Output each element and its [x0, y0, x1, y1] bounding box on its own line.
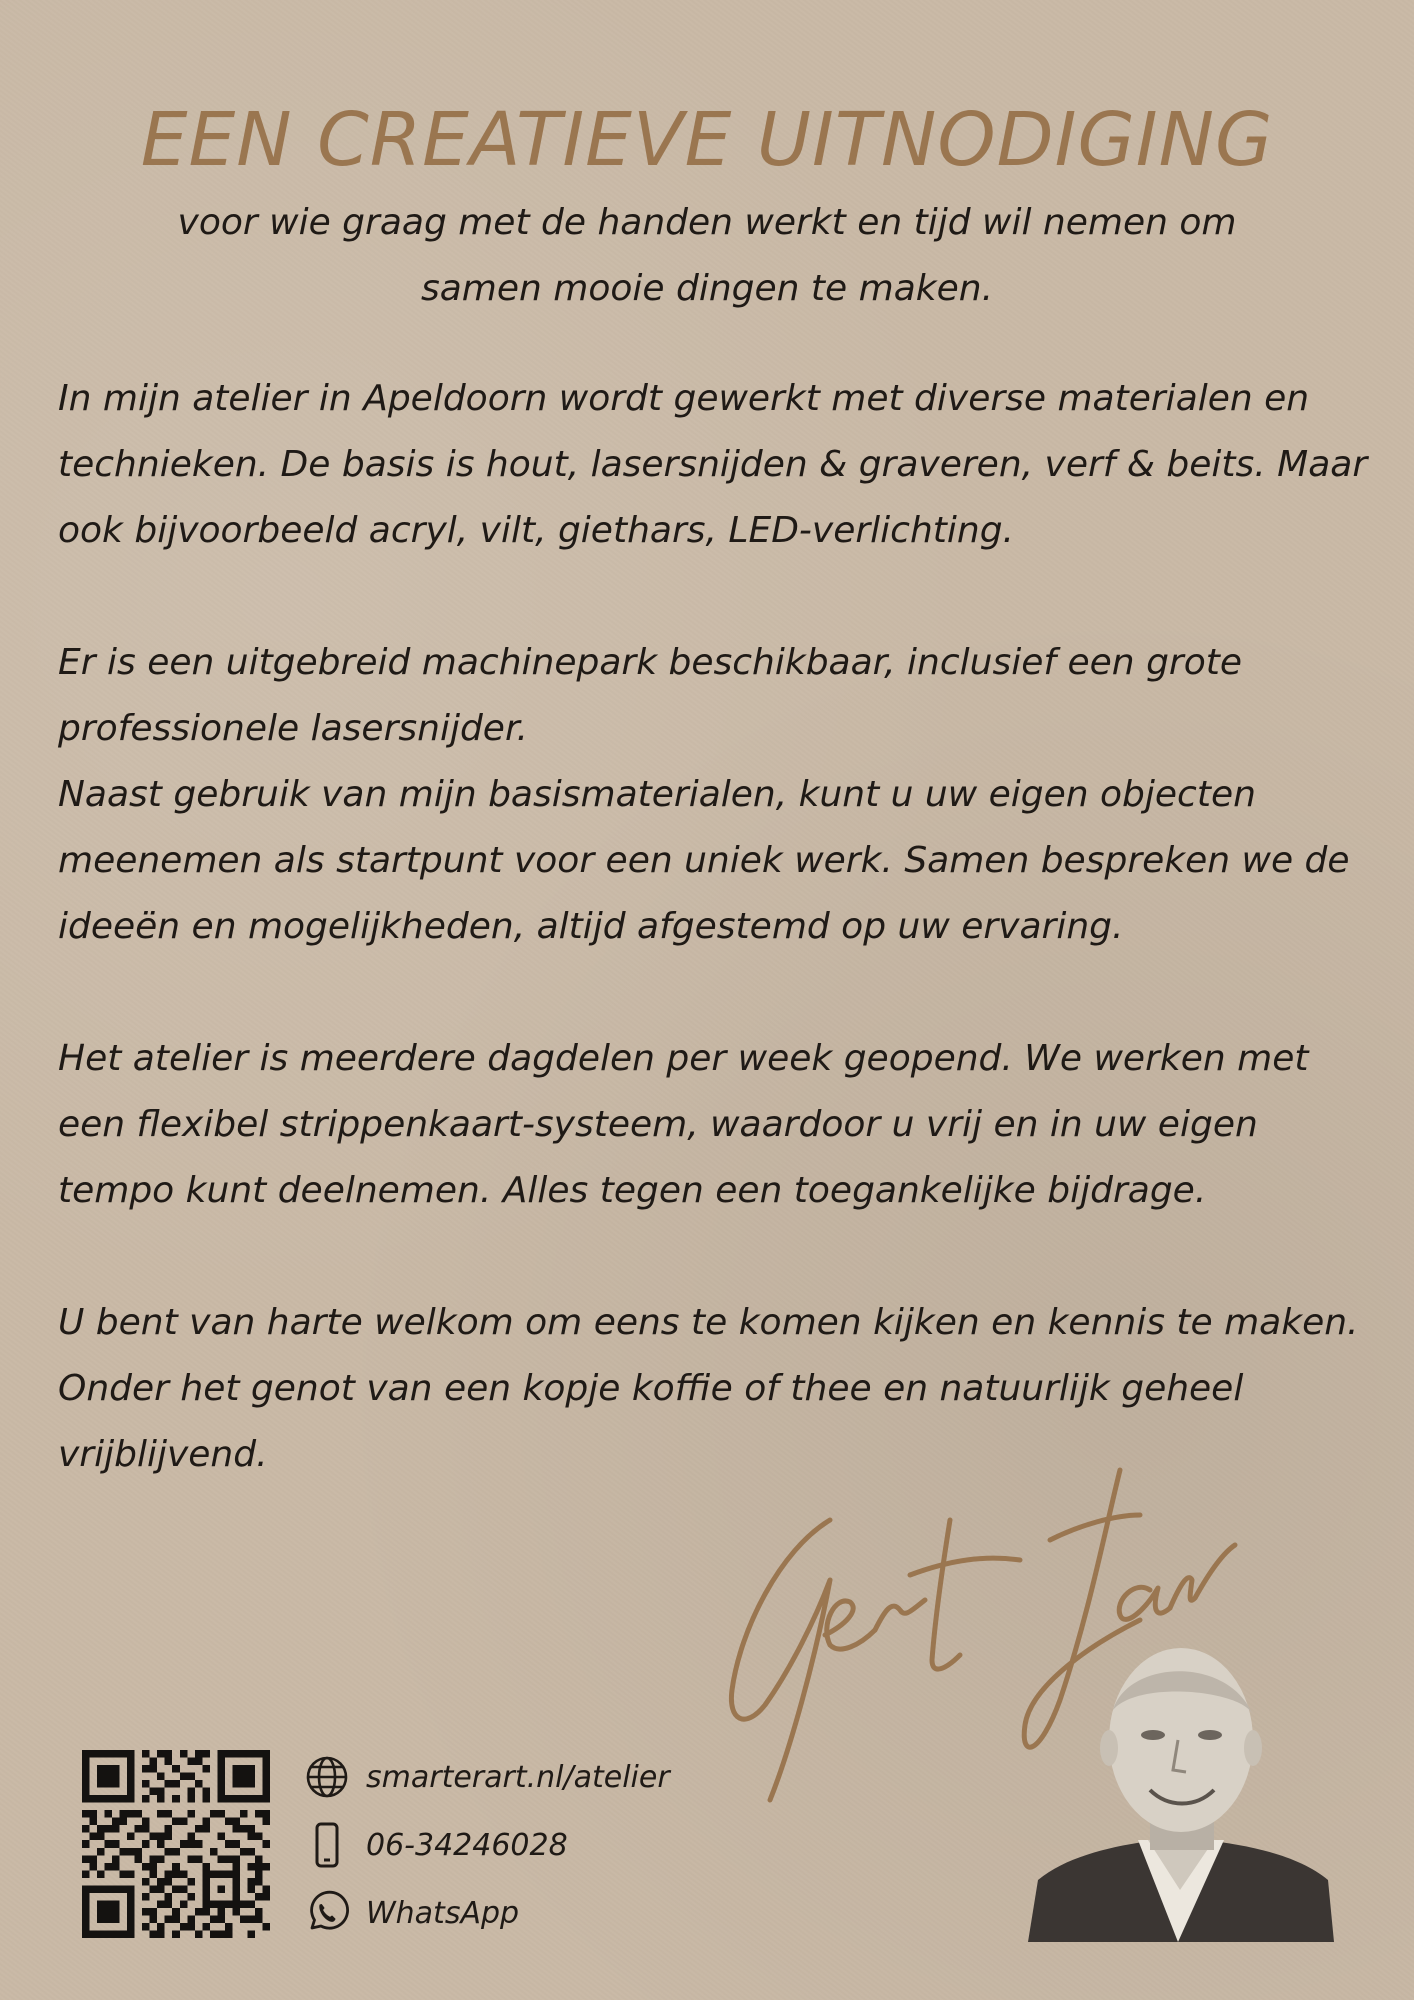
body-text: [58, 366, 1378, 1554]
contact-phone[interactable]: [304, 1822, 568, 1868]
paragraph-opening: Het atelier is meerdere dagdelen per week geopend. We werken met een flexibel strippenkaart-systeem, waardoor u vrij en in uw eigen tempo kunt deelnemen. Alles tegen een toegankelijke bijdrage.: [58, 1038, 1309, 1211]
contact-whatsapp[interactable]: [304, 1890, 519, 1936]
phone-link[interactable]: 06-34246028: [366, 1827, 568, 1863]
portrait-photo: [1028, 1640, 1334, 1942]
paragraph-own-objects: Naast gebruik van mijn basismaterialen, kunt u uw eigen objecten meenemen als startpunt voor een uniek werk. Samen bespreken we de ideeën en mogelijkheden, altijd afgestemd op uw ervaring.: [58, 774, 1350, 947]
whatsapp-link[interactable]: WhatsApp: [366, 1895, 520, 1931]
qr-code[interactable]: [82, 1750, 270, 1938]
website-link[interactable]: smarterart.nl/atelier: [366, 1759, 670, 1795]
subtitle-line-1: voor wie graag met de handen werkt en tijd wil nemen om: [177, 202, 1237, 243]
globe-icon: [304, 1754, 350, 1800]
paragraph-welcome: U bent van harte welkom om eens te komen kijken en kennis te maken. Onder het genot van een kopje koffie of thee en natuurlijk geheel vrijblijvend.: [58, 1302, 1359, 1475]
whatsapp-icon: [304, 1890, 350, 1936]
paragraph-machines: Er is een uitgebreid machinepark beschikbaar, inclusief een grote professionele lasersnijder.: [58, 642, 1243, 749]
phone-icon: [304, 1822, 350, 1868]
page-title: EEN CREATIEVE UITNODIGING: [140, 97, 1274, 183]
contact-website[interactable]: [304, 1754, 670, 1800]
subtitle-line-2: samen mooie dingen te maken.: [420, 268, 994, 309]
paragraph-materials: In mijn atelier in Apeldoorn wordt gewerkt met diverse materialen en technieken. De basis is hout, lasersnijden & graveren, verf & beits. Maar ook bijvoorbeeld acryl, vilt, giethars, LED-verlichting.: [58, 378, 1368, 551]
subtitle: [120, 190, 1294, 322]
